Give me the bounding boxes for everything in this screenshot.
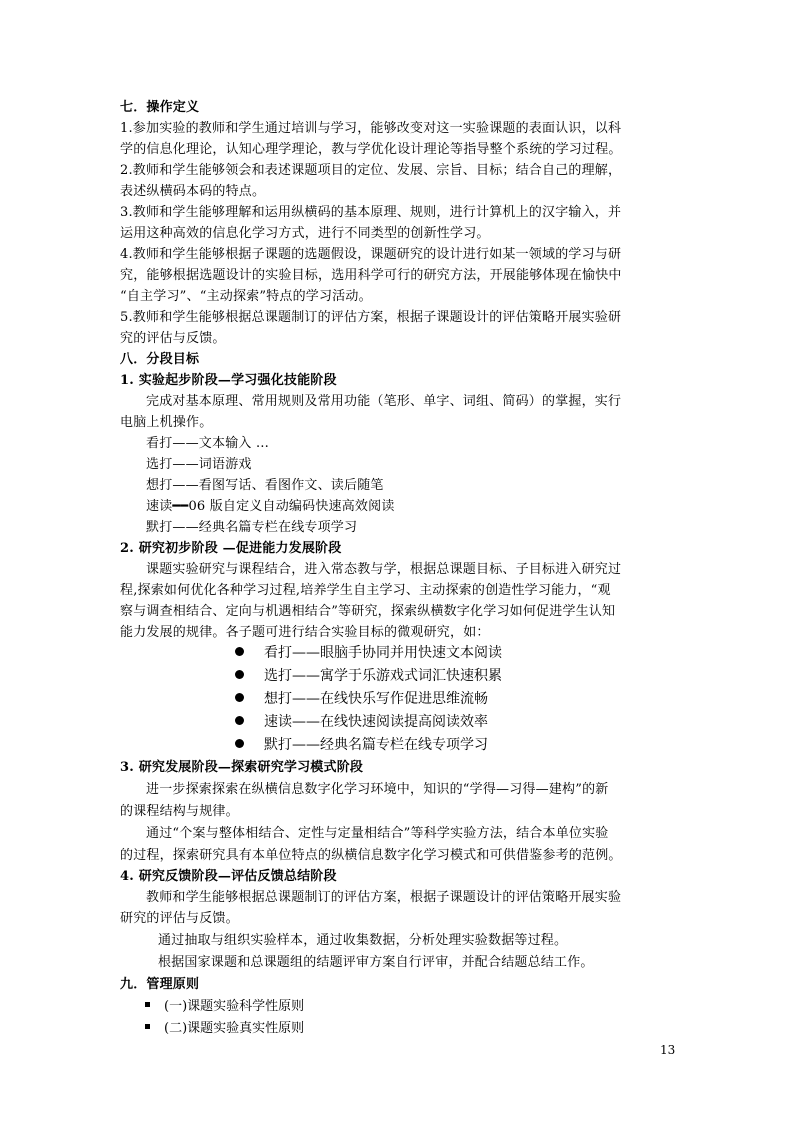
principle-text: (二)课题实验真实性原则 bbox=[164, 1021, 305, 1036]
stage-1-line: 电脑上机操作。 bbox=[120, 415, 213, 430]
stage-1-item: 速读━━06 版自定义自动编码快速高效阅读 bbox=[146, 499, 395, 514]
s7-line: 1.参加实验的教师和学生通过培训与学习，能够改变对这一实验课题的表面认识，以科 bbox=[120, 121, 622, 136]
s7-line: 4.教师和学生能够根据子课题的选题假设，课题研究的设计进行如某一领域的学习与研 bbox=[120, 247, 622, 262]
stage-4-heading: 4. 研究反馈阶段—评估反馈总结阶段 bbox=[120, 869, 337, 884]
bullet-text: 选打——寓学于乐游戏式词汇快速积累 bbox=[264, 668, 502, 684]
section-8-heading: 八．分段目标 bbox=[120, 352, 200, 367]
bullet-text: 速读——在线快速阅读提高阅读效率 bbox=[264, 714, 488, 730]
bullet-item bbox=[235, 688, 488, 710]
principle-item bbox=[145, 1018, 304, 1040]
bullet-text: 想打——在线快乐写作促进思维流畅 bbox=[264, 691, 488, 707]
s7-line: 5.教师和学生能够根据总课题制订的评估方案，根据子课题设计的评估策略开展实验研 bbox=[120, 310, 622, 325]
stage-1-item: 想打——看图写话、看图作文、读后随笔 bbox=[146, 478, 384, 493]
s7-line: 究的评估与反馈。 bbox=[120, 331, 226, 346]
stage-3-line: 通过“个案与整体相结合、定性与定量相结合”等科学实验方法，结合本单位实验 bbox=[146, 826, 609, 841]
square-bullet-icon bbox=[145, 1024, 150, 1029]
bullet-dot-icon bbox=[235, 693, 244, 702]
stage-3-heading: 3. 研究发展阶段—探索研究学习模式阶段 bbox=[120, 760, 364, 775]
stage-2-line: 能力发展的规律。各子题可进行结合实验目标的微观研究，如： bbox=[120, 625, 490, 640]
stage-2-line: 课题实验研究与课程结合，进入常态教与学，根据总课题目标、子目标进入研究过 bbox=[146, 562, 622, 577]
s7-line: 究，能够根据选题设计的实验目标，选用科学可行的研究方法，开展能够体现在愉快中 bbox=[120, 268, 622, 283]
stage-1-item: 选打——词语游戏 bbox=[146, 457, 252, 472]
stage-4-line: 通过抽取与组织实验样本，通过收集数据，分析处理实验数据等过程。 bbox=[158, 933, 568, 948]
stage-1-heading: 1. 实验起步阶段—学习强化技能阶段 bbox=[120, 373, 337, 388]
bullet-dot-icon bbox=[235, 739, 244, 748]
s7-line: 表述纵横码本码的特点。 bbox=[120, 184, 266, 199]
bullet-dot-icon bbox=[235, 670, 244, 679]
page-number: 13 bbox=[660, 1043, 676, 1057]
stage-4-line: 根据国家课题和总课题组的结题评审方案自行评审，并配合结题总结工作。 bbox=[158, 955, 594, 970]
stage-4-line: 教师和学生能够根据总课题制订的评估方案，根据子课题设计的评估策略开展实验 bbox=[146, 890, 622, 905]
s7-line: “自主学习”、“主动探索”特点的学习活动。 bbox=[120, 289, 372, 304]
stage-3-line: 进一步探索探索在纵横信息数字化学习环境中，知识的“学得—习得—建构”的新 bbox=[146, 782, 609, 797]
stage-2-heading: 2. 研究初步阶段 —促进能力发展阶段 bbox=[120, 541, 342, 556]
principle-text: (一)课题实验科学性原则 bbox=[164, 999, 305, 1014]
stage-3-line: 的过程，探索研究具有本单位特点的纵横信息数字化学习模式和可供借鉴参考的范例。 bbox=[120, 848, 622, 863]
s7-line: 运用这种高效的信息化学习方式，进行不同类型的创新性学习。 bbox=[120, 226, 490, 241]
s7-line: 学的信息化理论，认知心理学理论，教与学优化设计理论等指导整个系统的学习过程。 bbox=[120, 142, 622, 157]
stage-4-line: 研究的评估与反馈。 bbox=[120, 911, 239, 926]
s7-line: 3.教师和学生能够理解和运用纵横码的基本原理、规则，进行计算机上的汉字输入，并 bbox=[120, 205, 622, 220]
stage-1-item: 默打——经典名篇专栏在线专项学习 bbox=[146, 520, 358, 535]
section-7-heading: 七．操作定义 bbox=[120, 100, 200, 115]
stage-3-line: 的课程结构与规律。 bbox=[120, 804, 239, 819]
bullet-item bbox=[235, 711, 488, 733]
section-9-heading: 九．管理原则 bbox=[120, 977, 200, 992]
stage-1-line: 完成对基本原理、常用规则及常用功能（笔形、单字、词组、简码）的掌握，实行 bbox=[146, 394, 622, 409]
bullet-text: 默打——经典名篇专栏在线专项学习 bbox=[264, 737, 488, 753]
bullet-item bbox=[235, 734, 488, 756]
principle-item bbox=[145, 996, 304, 1018]
bullet-text: 看打——眼脑手协同并用快速文本阅读 bbox=[264, 645, 502, 661]
bullet-dot-icon bbox=[235, 647, 244, 656]
bullet-item bbox=[235, 642, 502, 664]
s7-line: 2.教师和学生能够领会和表述课题项目的定位、发展、宗旨、目标；结合自己的理解， bbox=[120, 163, 622, 178]
stage-2-line: 察与调查相结合、定向与机遇相结合”等研究，探索纵横数字化学习如何促进学生认知 bbox=[120, 604, 616, 619]
square-bullet-icon bbox=[145, 1002, 150, 1007]
bullet-dot-icon bbox=[235, 716, 244, 725]
stage-1-item: 看打——文本输入 … bbox=[146, 436, 270, 451]
stage-2-line: 程,探索如何优化各种学习过程,培养学生自主学习、主动探索的创造性学习能力，“观 bbox=[120, 583, 611, 598]
bullet-item bbox=[235, 665, 502, 687]
